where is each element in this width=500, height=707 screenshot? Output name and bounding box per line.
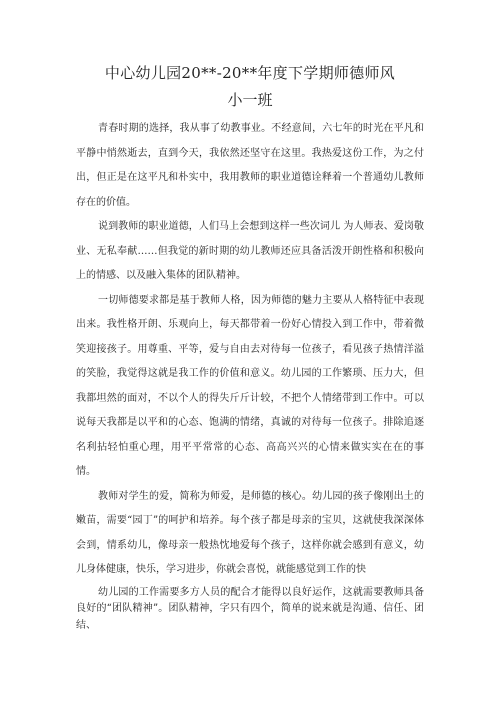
paragraph: 幼儿园的工作需要多方人员的配合才能得以良好运作，这就需要教师具备良好的“团队精神”。团队精神，字只有四个，简单的说来就是沟通、信任、团结、	[76, 586, 424, 631]
document-body	[76, 117, 424, 634]
paragraph: 青春时期的选择，我从事了幼教事业。不经意间，六七年的时光在平凡和平静中悄然逝去，直到今天，我依然还坚守在这里。我热爱这份工作，为之付出，但正是在这平凡和朴实中，我用教师的职业道德诠释着一个普通幼儿教师存在的价值。	[76, 123, 424, 208]
paragraph: 教师对学生的爱，简称为师爱，是师德的核心。幼儿园的孩子像刚出土的嫩苗，需要“园丁”的呵护和培养。每个孩子都是母亲的宝贝，这就使我深深体会到，情系幼儿，像母亲一般热忱地爱每个孩子，这样你就会感到有意义，幼儿身体健康，快乐，学习进步，你就会喜悦，就能感觉到工作的快	[76, 490, 424, 575]
document-subtitle: 小一班	[227, 91, 273, 109]
document-title: 中心幼儿园20**-20**年度下学期师德师风	[104, 64, 396, 82]
paragraph: 一切师德要求都是基于教师人格，因为师德的魅力主要从人格特征中表现出来。我性格开朗、乐观向上，每天都带着一份好心情投入到工作中，带着微笑迎接孩子。用尊重、平等，爱与自由去对待每一位孩子，看见孩子热情洋溢的笑脸，我觉得这就是我工作的价值和意义。幼儿园的工作繁琐、压力大，但我都坦然的面对，不以个人的得失斤斤计较，不把个人情绪带到工作中。可以说每天我都是以平和的心态、饱满的情绪，真诚的对待每一位孩子。排除追逐名利拈轻怕重心理，用平平常常的心态、高高兴兴的心情来做实实在在的事情。	[76, 294, 424, 477]
paragraph: 说到教师的职业道德，人们马上会想到这样一些次词儿 为人师表、爱岗敬业、无私奉献……但我觉的新时期的幼儿教师还应具备活泼开朗性格和积极向上的情感、以及融入集体的团队精神。	[76, 221, 424, 281]
